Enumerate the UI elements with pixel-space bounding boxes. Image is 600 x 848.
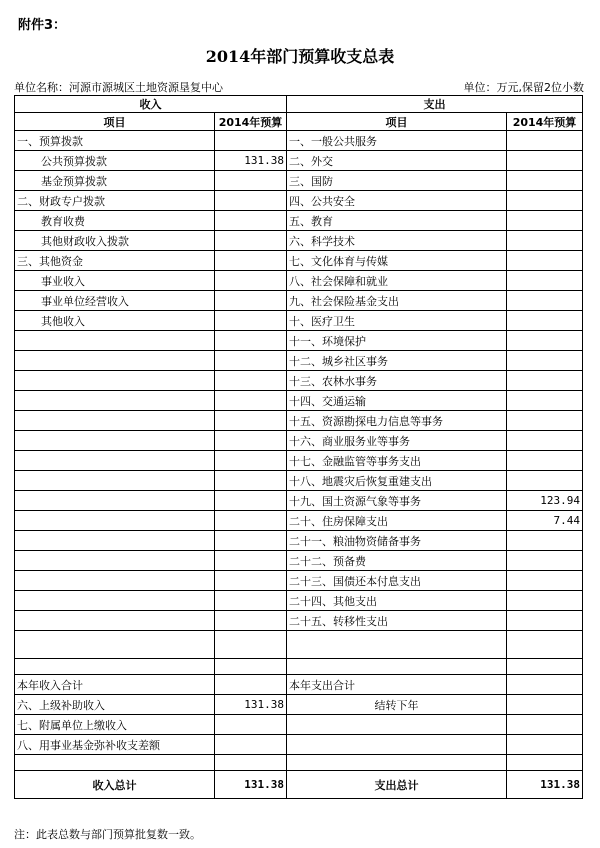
table-row <box>15 491 583 511</box>
income-value-cell <box>215 551 287 571</box>
income-item-cell: 本年收入合计 <box>15 675 215 695</box>
income-item-cell <box>15 411 215 431</box>
table-row <box>15 611 583 631</box>
expense-item-cell <box>287 735 507 755</box>
table-row <box>15 571 583 591</box>
income-item-cell <box>15 331 215 351</box>
income-value-cell: 131.38 <box>215 151 287 171</box>
income-item-cell: 事业收入 <box>15 271 215 291</box>
expense-item-cell: 十八、地震灾后恢复重建支出 <box>287 471 507 491</box>
blank-cell <box>507 631 583 659</box>
table-row <box>15 151 583 171</box>
income-item-cell <box>15 391 215 411</box>
blank-cell <box>15 755 215 771</box>
expense-item-cell: 六、科学技术 <box>287 231 507 251</box>
income-value-cell <box>215 411 287 431</box>
income-value-cell <box>215 471 287 491</box>
expense-item-cell: 四、公共安全 <box>287 191 507 211</box>
income-item-cell: 其他收入 <box>15 311 215 331</box>
table-row <box>15 311 583 331</box>
blank-cell <box>215 631 287 659</box>
income-value-cell <box>215 131 287 151</box>
table-row <box>15 411 583 431</box>
income-item-cell: 事业单位经营收入 <box>15 291 215 311</box>
expense-value-cell <box>507 391 583 411</box>
expense-value-cell <box>507 431 583 451</box>
annex-label: 附件3： <box>18 18 67 33</box>
expense-total-label: 支出总计 <box>287 771 507 799</box>
table-row <box>15 231 583 251</box>
income-item-cell <box>15 511 215 531</box>
expense-item-cell: 五、教育 <box>287 211 507 231</box>
income-value-cell <box>215 571 287 591</box>
page-title: 2014年部门预算收支总表 <box>205 47 395 66</box>
table-row <box>15 531 583 551</box>
blank-cell <box>287 631 507 659</box>
expense-value-cell <box>507 591 583 611</box>
table-row <box>15 371 583 391</box>
income-item-cell <box>15 611 215 631</box>
income-item-cell <box>15 591 215 611</box>
income-item-cell <box>15 451 215 471</box>
unit-of-measure: 单位：万元,保留2位小数 <box>463 81 584 94</box>
expense-item-cell: 十二、城乡社区事务 <box>287 351 507 371</box>
expense-section-header: 支出 <box>287 96 583 113</box>
expense-item-cell: 十四、交通运输 <box>287 391 507 411</box>
table-row <box>15 351 583 371</box>
expense-value-cell <box>507 131 583 151</box>
income-item-cell: 基金预算拨款 <box>15 171 215 191</box>
table-row <box>15 695 583 715</box>
table-row <box>15 131 583 151</box>
expense-value-cell <box>507 211 583 231</box>
column-header-row <box>15 113 583 131</box>
income-value-cell <box>215 675 287 695</box>
expense-value-cell <box>507 171 583 191</box>
income-item-cell: 公共预算拨款 <box>15 151 215 171</box>
expense-value-cell <box>507 571 583 591</box>
income-value-cell <box>215 231 287 251</box>
expense-value-cell <box>507 371 583 391</box>
expense-total-value: 131.38 <box>507 771 583 799</box>
income-item-cell: 三、其他资金 <box>15 251 215 271</box>
expense-item-cell: 三、国防 <box>287 171 507 191</box>
income-value-cell <box>215 491 287 511</box>
expense-item-cell: 二十一、粮油物资储备事务 <box>287 531 507 551</box>
blank-cell <box>15 659 215 675</box>
income-value-cell <box>215 591 287 611</box>
blank-row <box>15 755 583 771</box>
expense-value-cell <box>507 451 583 471</box>
expense-value-cell: 123.94 <box>507 491 583 511</box>
blank-row <box>15 631 583 659</box>
table-row <box>15 511 583 531</box>
table-row <box>15 331 583 351</box>
expense-item-cell: 一、一般公共服务 <box>287 131 507 151</box>
income-item-cell <box>15 371 215 391</box>
table-row <box>15 251 583 271</box>
footnote: 注：此表总数与部门预算批复数一致。 <box>14 828 201 841</box>
table-row <box>15 431 583 451</box>
income-value-cell <box>215 371 287 391</box>
income-item-cell <box>15 491 215 511</box>
income-value-cell <box>215 511 287 531</box>
expense-value-cell <box>507 695 583 715</box>
expense-value-cell <box>507 271 583 291</box>
table-row <box>15 171 583 191</box>
expense-value-cell <box>507 611 583 631</box>
table-row <box>15 451 583 471</box>
table-row <box>15 551 583 571</box>
section-header-row <box>15 96 583 113</box>
expense-item-cell: 七、文化体育与传媒 <box>287 251 507 271</box>
income-item-cell <box>15 571 215 591</box>
expense-item-cell: 十七、金融监管等事务支出 <box>287 451 507 471</box>
income-value-cell <box>215 391 287 411</box>
blank-cell <box>215 659 287 675</box>
expense-value-cell: 7.44 <box>507 511 583 531</box>
expense-item-cell: 十三、农林水事务 <box>287 371 507 391</box>
table-row <box>15 715 583 735</box>
blank-row <box>15 659 583 675</box>
expense-item-cell: 十六、商业服务业等事务 <box>287 431 507 451</box>
expense-item-cell: 九、社会保险基金支出 <box>287 291 507 311</box>
income-value-cell <box>215 451 287 471</box>
income-value-cell <box>215 715 287 735</box>
expense-item-cell: 十、医疗卫生 <box>287 311 507 331</box>
income-value-cell <box>215 191 287 211</box>
income-value-cell <box>215 171 287 191</box>
unit-name: 单位名称：河源市源城区土地资源垦复中心 <box>14 81 223 94</box>
blank-cell <box>507 659 583 675</box>
expense-item-cell: 八、社会保障和就业 <box>287 271 507 291</box>
table-row <box>15 591 583 611</box>
expense-item-cell: 二十四、其他支出 <box>287 591 507 611</box>
income-value-cell <box>215 211 287 231</box>
table-row <box>15 675 583 695</box>
expense-item-cell: 二十二、预备费 <box>287 551 507 571</box>
expense-value-cell <box>507 311 583 331</box>
income-item-cell <box>15 551 215 571</box>
blank-cell <box>215 755 287 771</box>
income-item-cell: 二、财政专户拨款 <box>15 191 215 211</box>
expense-value-cell <box>507 735 583 755</box>
expense-value-cell <box>507 331 583 351</box>
expense-value-cell <box>507 191 583 211</box>
income-value-cell <box>215 291 287 311</box>
expense-value-cell <box>507 715 583 735</box>
income-value-cell <box>215 611 287 631</box>
table-row <box>15 735 583 755</box>
expense-budget-header: 2014年预算 <box>507 113 583 131</box>
income-item-cell: 七、附属单位上缴收入 <box>15 715 215 735</box>
expense-item-cell <box>287 715 507 735</box>
blank-cell <box>507 755 583 771</box>
income-item-cell: 八、用事业基金弥补收支差额 <box>15 735 215 755</box>
table-row <box>15 291 583 311</box>
income-budget-header: 2014年预算 <box>215 113 287 131</box>
income-item-header: 项目 <box>15 113 215 131</box>
expense-item-cell: 十五、资源勘探电力信息等事务 <box>287 411 507 431</box>
expense-value-cell <box>507 471 583 491</box>
income-value-cell <box>215 331 287 351</box>
expense-item-cell: 本年支出合计 <box>287 675 507 695</box>
income-item-cell: 一、预算拨款 <box>15 131 215 151</box>
table-row <box>15 191 583 211</box>
income-value-cell: 131.38 <box>215 695 287 715</box>
totals-row <box>15 771 583 799</box>
expense-value-cell <box>507 151 583 171</box>
income-item-cell: 教育收费 <box>15 211 215 231</box>
income-section-header: 收入 <box>15 96 287 113</box>
table-row <box>15 391 583 411</box>
income-item-cell: 其他财政收入拨款 <box>15 231 215 251</box>
income-item-cell <box>15 351 215 371</box>
income-value-cell <box>215 735 287 755</box>
income-total-value: 131.38 <box>215 771 287 799</box>
expense-value-cell <box>507 351 583 371</box>
expense-item-cell: 二十三、国债还本付息支出 <box>287 571 507 591</box>
income-value-cell <box>215 271 287 291</box>
expense-value-cell <box>507 411 583 431</box>
expense-item-cell: 二十、住房保障支出 <box>287 511 507 531</box>
expense-item-cell: 二十五、转移性支出 <box>287 611 507 631</box>
expense-item-cell: 结转下年 <box>287 695 507 715</box>
income-value-cell <box>215 311 287 331</box>
blank-cell <box>15 631 215 659</box>
income-item-cell <box>15 471 215 491</box>
income-value-cell <box>215 251 287 271</box>
expense-value-cell <box>507 251 583 271</box>
income-value-cell <box>215 351 287 371</box>
expense-item-cell: 十一、环境保护 <box>287 331 507 351</box>
expense-item-cell: 二、外交 <box>287 151 507 171</box>
income-item-cell <box>15 431 215 451</box>
table-row <box>15 211 583 231</box>
income-item-cell: 六、上级补助收入 <box>15 695 215 715</box>
expense-item-cell: 十九、国土资源气象等事务 <box>287 491 507 511</box>
expense-value-cell <box>507 531 583 551</box>
blank-cell <box>287 755 507 771</box>
income-total-label: 收入总计 <box>15 771 215 799</box>
expense-value-cell <box>507 291 583 311</box>
income-value-cell <box>215 531 287 551</box>
blank-cell <box>287 659 507 675</box>
budget-table <box>14 95 583 799</box>
expense-value-cell <box>507 675 583 695</box>
income-item-cell <box>15 531 215 551</box>
table-row <box>15 271 583 291</box>
expense-value-cell <box>507 231 583 251</box>
expense-value-cell <box>507 551 583 571</box>
income-value-cell <box>215 431 287 451</box>
table-row <box>15 471 583 491</box>
expense-item-header: 项目 <box>287 113 507 131</box>
